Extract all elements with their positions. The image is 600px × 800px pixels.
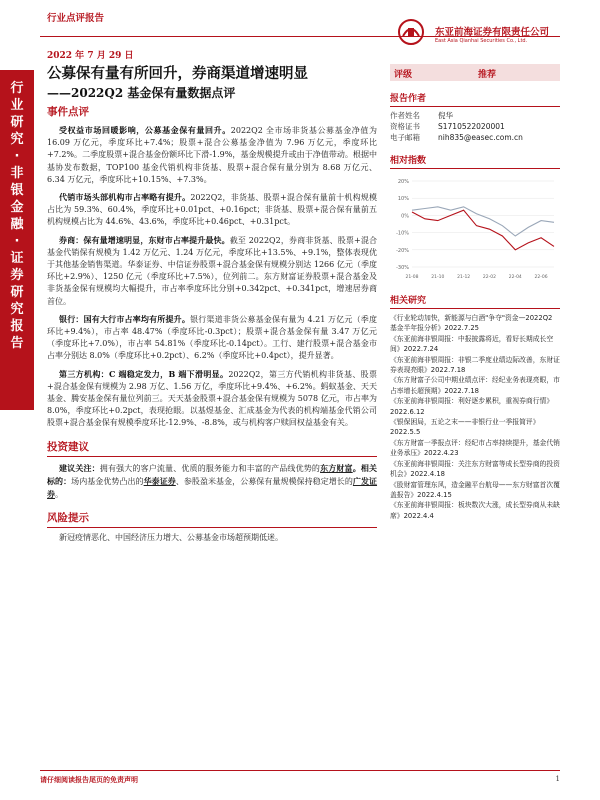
invest-end: 。 (55, 490, 63, 500)
event-paragraph (47, 368, 377, 430)
analyst-heading: 报告作者 (390, 91, 560, 107)
event-paragraph (47, 234, 377, 308)
invest-lead: 建议关注： (59, 462, 100, 473)
logo-en: East Asia Qianhai Securities Co., Ltd. (435, 38, 528, 44)
research-item[interactable]: 《东亚前海非银周报：关注东方财富等成长型券商的投资机会》2022.4.18 (390, 459, 560, 479)
analyst-key: 资格证书 (390, 122, 420, 131)
page-subtitle: ——2022Q2 基金保有量数据点评 (47, 86, 236, 100)
research-item[interactable]: 《东方财富子公司中期业绩点评：经纪业务表现亮眼，市占率增长超预期》2022.7.18 (390, 376, 560, 395)
paragraph-lead: 受权益市场回暖影响，公募基金保有量回升。 (59, 125, 231, 135)
sidebar-char: 究 (10, 302, 24, 317)
research-item[interactable]: 《股财富管理东风，造金融平台航母——东方财富首次覆盖报告》2022.4.15 (390, 480, 560, 499)
analyst-key: 电子邮箱 (390, 133, 420, 142)
sidebar-char: 告 (10, 336, 24, 351)
sidebar-char: 银 (10, 183, 24, 198)
rating-bar (390, 64, 560, 81)
analyst-key: 作者姓名 (390, 111, 420, 120)
research-heading: 相关研究 (390, 293, 560, 309)
x-tick-label: 21-10 (431, 275, 445, 280)
y-tick-label: 0% (401, 213, 409, 220)
paragraph-text: 2022Q2，非货基、股票+混合保有量前十机构规模占比为 59.3%、60.4%，季度环比+0.01pct、+0.16pct；非货基、股票+混合保有量前五机构规模占比为 44.6%、43.6%，季度环比+0.46pct、+0.31pct。 (47, 193, 377, 227)
invest-text-3: 、参股盈米基金，公募保有量规模保持稳定增长的 (175, 476, 353, 486)
main-content (47, 64, 377, 544)
sidebar-char: 究 (10, 132, 24, 147)
research-item[interactable]: 《东亚前海非银周报：非银二季度业绩边际改善，东财证券表现亮眼》2022.7.18 (390, 355, 560, 375)
invest-lead-2: 。相关标的： (47, 462, 378, 486)
sidebar-char: 金 (10, 200, 24, 215)
research-item[interactable]: 《银保困局，五论之末——非银行业一季报简评》2022.5.5 (390, 418, 540, 437)
paragraph-text: 2022Q2 全市场非货基公募基金净值为 16.09 万亿元，季度环比+7.4%；股票+混合公募基金净值为 7.96 万亿元，季度环比+7.2%。二季度股票+混合基金份额环比下滑-1.9%，基金规模提升或由于净值带动。根据中基协发布数据，TOP100 基金代销机构非货基、股票+混合保有量分别为 8.68 万亿元、6.34 万亿元，季度环比+10.15%、+7.3%。 (47, 126, 377, 184)
sidebar-char: · (14, 234, 20, 249)
x-tick-label: 22-06 (534, 275, 548, 280)
research-item[interactable]: 《东方财富一季报点评：经纪市占率持续提升，基金代销业务承压》2022.4.23 (390, 438, 560, 458)
sidebar-char: 研 (10, 285, 24, 300)
paragraph-text: 截至 2022Q2，券商非货基、股票+混合基金代销保有规模为 1.42 万亿元、1.24 万亿元，季度环比+13.5%、+9.1%，整体表现优于其他基金销售渠道。华泰证券、中信证券股票+混合基金保有规模分别达 1266 亿元（季度环比+2.9%）、1250 亿元（季度环比+7.5%），位列前二。东方财富证券股票+混合基金及非货基金保有规模均大幅提升，市占率季度环比分别+0.342pct、+0.341pct，增速居券商首位。 (47, 235, 377, 306)
analyst-value: S1710522020001 (438, 122, 505, 131)
risk-text: 新冠疫情恶化、中国经济压力增大、公募基金市场超预期低迷。 (59, 533, 283, 543)
x-tick-label: 21-12 (457, 275, 471, 280)
sidebar-char: 证 (10, 251, 24, 266)
x-tick-label: 22-04 (508, 275, 522, 280)
paragraph-lead: 代销市场头部机构市占率略有提升。 (59, 192, 191, 203)
report-type: 行业点评报告 (47, 13, 105, 24)
invest-section-heading: 投资建议 (47, 440, 377, 457)
logo-cn: 东亚前海证券有限责任公司 (435, 27, 550, 38)
analyst-row (390, 110, 560, 121)
relative-index-chart (390, 173, 560, 283)
rating-value: 推荐 (478, 70, 497, 80)
page-number: 1 (555, 775, 560, 783)
footer-disclaimer[interactable]: 请仔细阅读报告尾页的免责声明 (40, 770, 560, 785)
report-date: 2022 年 7 月 29 日 (47, 51, 134, 61)
y-tick-label: -10% (396, 230, 409, 237)
event-paragraphs (47, 124, 377, 430)
y-tick-label: 10% (397, 196, 409, 203)
y-tick-label: -20% (396, 247, 409, 254)
sidebar-char: 非 (10, 166, 24, 181)
sidebar-band (0, 70, 34, 410)
x-tick-label: 21-08 (405, 275, 419, 280)
research-item[interactable]: 《东亚前海非银周报：利好逐步累积，重视券商行情》2022.6.12 (390, 397, 554, 416)
rating-label: 评级 (394, 70, 413, 80)
analyst-value[interactable]: nih835@easec.com.cn (438, 133, 523, 142)
research-list (390, 313, 560, 521)
sidebar-char: · (14, 149, 20, 164)
sidebar-char: 券 (10, 268, 24, 283)
invest-paragraph (47, 462, 377, 502)
invest-target-2: 华泰证券 (143, 475, 176, 486)
event-paragraph (47, 124, 377, 186)
y-tick-label: 20% (397, 179, 409, 185)
sidebar-char: 融 (10, 217, 24, 232)
paragraph-lead: 券商：保有量增速明显，东财市占率提升最快。 (59, 234, 230, 245)
research-item[interactable]: 《东亚前海非银周报：中报披露将近，看好长期成长空间》2022.7.24 (390, 334, 554, 354)
analyst-row (390, 132, 560, 143)
company-logo (395, 14, 565, 54)
logo-mark-icon (395, 18, 427, 46)
analyst-row (390, 121, 560, 132)
sidebar-char: 行 (10, 81, 24, 96)
analyst-info (390, 110, 560, 143)
page-title: 公募保有量有所回升，券商渠道增速明显 (47, 65, 308, 82)
y-tick-label: -30% (396, 265, 409, 271)
sidebar-char: 报 (10, 319, 24, 334)
paragraph-lead: 银行：国有大行市占率均有所提升。 (59, 313, 191, 324)
event-section-heading: 事件点评 (47, 106, 89, 118)
sidebar-char: 业 (10, 98, 24, 113)
research-item[interactable]: 《行业轮动加快，新能源与白酒"争夺"资金—2022Q2 基金半年报分析》2022.7.25 (390, 314, 553, 333)
analyst-value: 倪华 (438, 111, 453, 120)
sidebar-char: 研 (10, 115, 24, 130)
invest-target-1: 东方财富 (320, 462, 353, 473)
invest-text: 拥有强大的客户流量、优质的服务能力和丰富的产品线优势的 (99, 463, 321, 473)
chart-heading: 相对指数 (390, 153, 560, 169)
x-tick-label: 22-02 (482, 275, 496, 280)
paragraph-lead: 第三方机构：C 端稳定发力，B 端下滑明显。 (59, 368, 229, 379)
sidebar-text (0, 70, 34, 352)
paragraph-text: 2022Q2，第三方代销机构非货基、股票+混合基金保有规模为 2.98 万亿、1.56 万亿，季度环比+9.4%、+6.2%。蚂蚁基金、天天基金、腾安基金保有量位列前三。天天基金股票+混合基金保有规模为 5078 亿元，市占率为 8.0%，季度环比+0.2pct，表现抢眼。以基煜基金、汇成基金为代表的机构端基金代销公司股票+混合基金保有规模季度环比-12.9%、-8.8%，或与机构客户赎回权益基金有关。 (47, 369, 377, 428)
invest-target-3: 广发证券 (47, 475, 378, 500)
right-column (390, 64, 560, 521)
invest-text-2: 场内基金优势凸出的 (71, 476, 144, 486)
series-line (412, 207, 554, 236)
paragraph-text: 银行渠道非货公募基金保有量为 4.21 万亿元（季度环比+9.4%），市占率 48.47%（季度环比-0.3pct）；股票+混合基金保有量 3.47 万亿元（季度环比+7.0%），市占率 54.81%（季度环比-0.14pct）。工行、建行股票+混合基金市占率分别达 8.0%（季度环比+0.2pct）、6.2%（季度环比+0.4pct），提升显著。 (47, 314, 378, 361)
event-paragraph (47, 191, 377, 229)
risk-section-heading: 风险提示 (47, 511, 377, 528)
research-item[interactable]: 《东亚前海非银周报：板块数次大涨，成长型券商从未缺席》2022.4.4 (390, 501, 560, 520)
chart-svg (390, 173, 560, 283)
event-paragraph (47, 313, 377, 363)
